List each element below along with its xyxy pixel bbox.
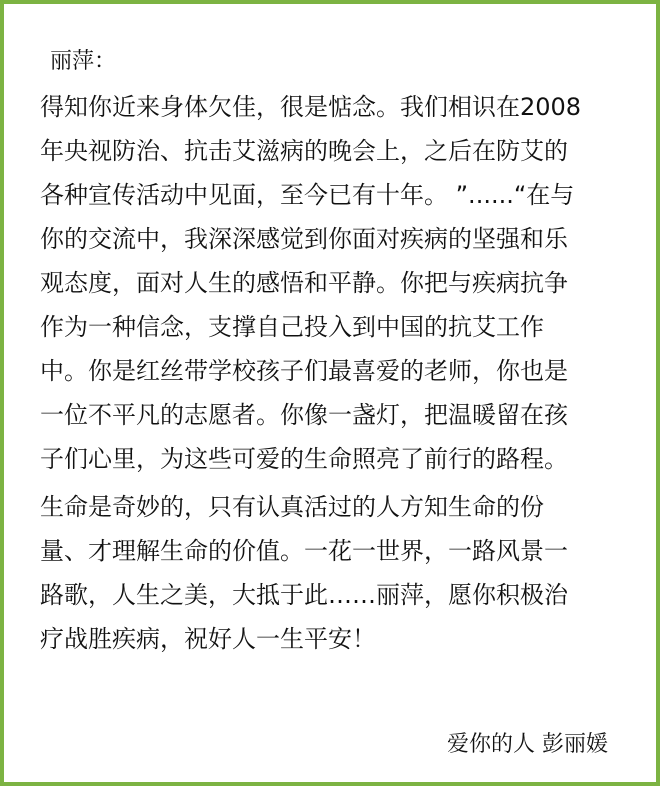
letter-greeting: 丽萍： xyxy=(50,49,117,74)
letter-line: 年央视防治、抗击艾滋病的晚会上，之后在防艾的 xyxy=(40,137,568,165)
letter-line: 生命是奇妙的，只有认真活过的人方知生命的份 xyxy=(40,493,544,521)
letter-line: 疗战胜疾病，祝好人一生平安！ xyxy=(40,625,376,653)
letter-line: 量、才理解生命的价值。一花一世界，一路风景一 xyxy=(40,537,568,565)
letter-line: 你的交流中，我深深感觉到你面对疾病的坚强和乐 xyxy=(40,225,568,253)
letter-line: 路歌，人生之美，大抵于此……丽萍，愿你积极治 xyxy=(40,581,568,609)
letter-line: 子们心里，为这些可爱的生命照亮了前行的路程。 xyxy=(40,445,568,473)
letter-line: 观态度，面对人生的感悟和平静。你把与疾病抗争 xyxy=(40,269,568,297)
letter-line: 得知你近来身体欠佳，很是惦念。我们相识在2008 xyxy=(40,93,582,121)
letter-line: 中。你是红丝带学校孩子们最喜爱的老师，你也是 xyxy=(40,357,568,385)
letter-line: 作为一种信念，支撑自己投入到中国的抗艾工作 xyxy=(40,313,544,341)
letter-signature: 爱你的人 彭丽媛 xyxy=(447,732,608,757)
letter-line: 一位不平凡的志愿者。你像一盏灯，把温暖留在孩 xyxy=(40,401,568,429)
letter-line: 各种宣传活动中见面，至今已有十年。 ”......“在与 xyxy=(40,181,575,209)
